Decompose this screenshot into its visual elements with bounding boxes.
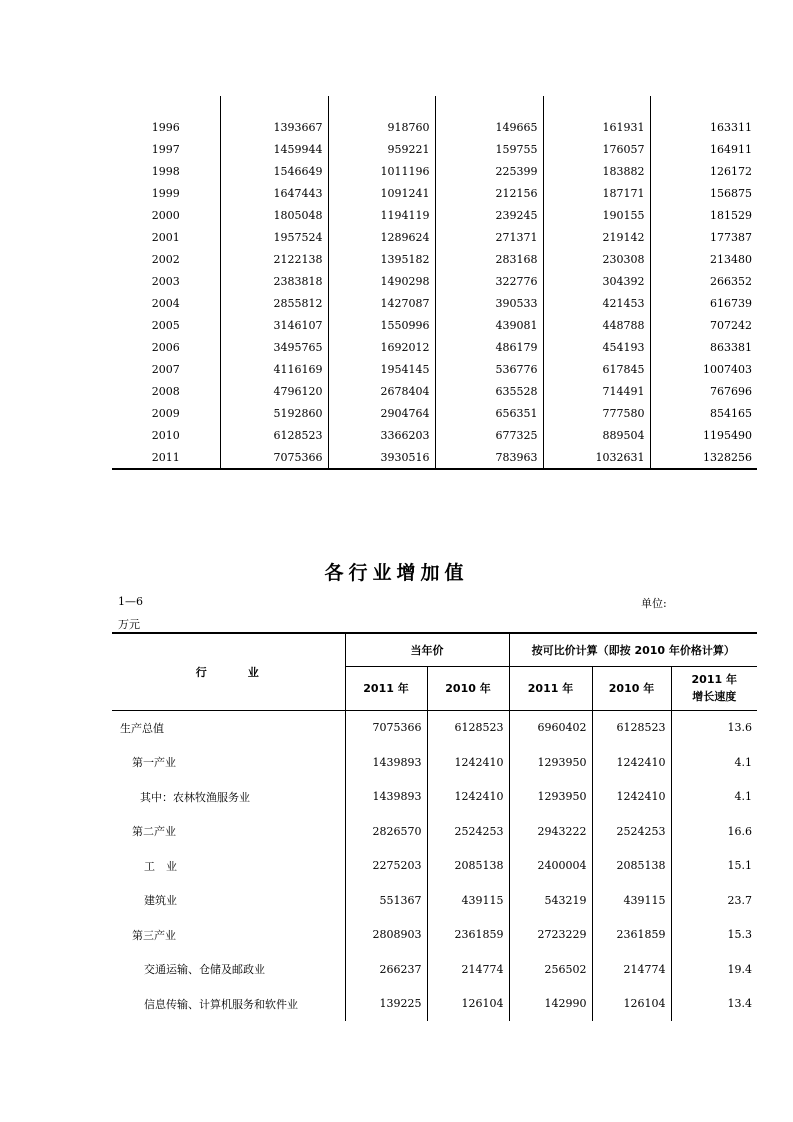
value-cell: 6128523 — [220, 424, 328, 446]
value-cell: 448788 — [543, 314, 650, 336]
value-cell-cmp2011: 1293950 — [509, 780, 592, 815]
value-cell-cmp2010: 214774 — [592, 952, 671, 987]
unit-label: 单位: — [641, 597, 667, 610]
value-cell-cur2010: 439115 — [427, 883, 509, 918]
value-cell: 889504 — [543, 424, 650, 446]
year-cell: 2000 — [151, 208, 180, 222]
value-cell-cmp2010: 1242410 — [592, 745, 671, 780]
table-row — [112, 883, 757, 918]
value-cell: 239245 — [435, 204, 543, 226]
header-current-price: 当年价 — [345, 633, 509, 666]
value-cell: 5192860 — [220, 402, 328, 424]
value-cell-cmp2011: 2400004 — [509, 849, 592, 884]
value-cell: 1427087 — [328, 292, 435, 314]
header-growth-line2: 增长速度 — [692, 690, 737, 703]
value-cell: 212156 — [435, 182, 543, 204]
industry-label: 第二产业 — [132, 825, 176, 839]
value-cell-cur2011: 2275203 — [345, 849, 427, 884]
value-cell-cmp2010: 126104 — [592, 987, 671, 1022]
value-cell: 1805048 — [220, 204, 328, 226]
table-row — [112, 780, 757, 815]
year-cell: 1996 — [151, 120, 180, 134]
year-cell: 2011 — [112, 446, 220, 469]
header-comparable-2010: 2010 年 — [592, 666, 671, 710]
industry-label: 信息传输、计算机服务和软件业 — [144, 997, 298, 1011]
value-cell: 1490298 — [328, 270, 435, 292]
value-cell-cmp2011: 2723229 — [509, 918, 592, 953]
value-cell-cur2011: 1439893 — [345, 745, 427, 780]
value-cell: 156875 — [650, 182, 757, 204]
value-cell-cmp2011: 2943222 — [509, 814, 592, 849]
value-cell: 176057 — [543, 138, 650, 160]
table-row — [112, 446, 757, 469]
value-cell: 1647443 — [220, 182, 328, 204]
value-cell: 1550996 — [328, 314, 435, 336]
header-industry: 行 业 — [112, 633, 345, 710]
value-cell: 283168 — [435, 248, 543, 270]
industry-label: 第一产业 — [132, 756, 176, 770]
value-cell-growth: 15.3 — [671, 918, 757, 953]
value-cell: 439081 — [435, 314, 543, 336]
header-current-2010: 2010 年 — [427, 666, 509, 710]
value-cell: 454193 — [543, 336, 650, 358]
value-cell: 190155 — [543, 204, 650, 226]
table-row — [112, 138, 757, 160]
value-cell: 1194119 — [328, 204, 435, 226]
value-cell: 1007403 — [650, 358, 757, 380]
year-cell: 2005 — [151, 318, 180, 332]
table-row — [112, 314, 757, 336]
table-row — [112, 952, 757, 987]
unit-value: 万元 — [118, 618, 140, 631]
value-cell: 181529 — [650, 204, 757, 226]
section-title: 各行业增加值 — [324, 562, 469, 584]
year-cell: 2001 — [151, 230, 180, 244]
year-cell: 2009 — [151, 406, 180, 420]
value-cell-cur2011: 551367 — [345, 883, 427, 918]
table-row — [112, 270, 757, 292]
value-cell-cur2010: 214774 — [427, 952, 509, 987]
value-cell-cmp2011: 6960402 — [509, 710, 592, 745]
value-cell: 163311 — [650, 116, 757, 138]
value-cell-cur2011: 266237 — [345, 952, 427, 987]
value-cell-cmp2011: 1293950 — [509, 745, 592, 780]
value-cell: 159755 — [435, 138, 543, 160]
value-cell: 777580 — [543, 402, 650, 424]
table-row — [112, 248, 757, 270]
value-cell: 783963 — [435, 446, 543, 469]
value-cell: 1195490 — [650, 424, 757, 446]
value-cell: 767696 — [650, 380, 757, 402]
value-cell-cur2010: 1242410 — [427, 780, 509, 815]
value-cell: 322776 — [435, 270, 543, 292]
year-cell: 1997 — [151, 142, 180, 156]
industry-label: 生产总值 — [120, 721, 164, 735]
value-cell-cmp2010: 2361859 — [592, 918, 671, 953]
value-cell: 1395182 — [328, 248, 435, 270]
header-growth-rate — [671, 666, 757, 710]
value-cell: 1289624 — [328, 226, 435, 248]
year-cell: 2002 — [151, 252, 180, 266]
value-cell-cur2011: 1439893 — [345, 780, 427, 815]
year-cell: 1998 — [151, 164, 180, 178]
table-row — [112, 424, 757, 446]
table-row — [112, 336, 757, 358]
value-cell: 1328256 — [650, 446, 757, 469]
value-cell: 7075366 — [220, 446, 328, 469]
value-cell: 183882 — [543, 160, 650, 182]
value-cell-cmp2010: 2524253 — [592, 814, 671, 849]
value-cell-cur2011: 2808903 — [345, 918, 427, 953]
value-cell: 2678404 — [328, 380, 435, 402]
value-cell: 3146107 — [220, 314, 328, 336]
value-cell: 3495765 — [220, 336, 328, 358]
industry-label: 其中：农林牧渔服务业 — [140, 790, 250, 804]
industry-label: 第三产业 — [132, 928, 176, 942]
value-cell: 161931 — [543, 116, 650, 138]
value-cell: 1459944 — [220, 138, 328, 160]
value-cell: 959221 — [328, 138, 435, 160]
table-number: 1—6 — [118, 595, 143, 608]
value-cell-cur2010: 2524253 — [427, 814, 509, 849]
value-cell: 219142 — [543, 226, 650, 248]
value-cell: 225399 — [435, 160, 543, 182]
table-row — [112, 710, 757, 745]
value-cell-growth: 15.1 — [671, 849, 757, 884]
value-cell: 1393667 — [220, 116, 328, 138]
value-cell: 230308 — [543, 248, 650, 270]
industry-label: 交通运输、仓储及邮政业 — [144, 963, 265, 977]
value-cell: 1032631 — [543, 446, 650, 469]
table-row — [112, 918, 757, 953]
value-cell: 4796120 — [220, 380, 328, 402]
value-cell: 617845 — [543, 358, 650, 380]
value-cell: 1546649 — [220, 160, 328, 182]
table-row — [112, 380, 757, 402]
value-cell-cmp2011: 256502 — [509, 952, 592, 987]
value-cell-cmp2011: 142990 — [509, 987, 592, 1022]
value-cell: 390533 — [435, 292, 543, 314]
header-comparable-2011: 2011 年 — [509, 666, 592, 710]
value-cell: 677325 — [435, 424, 543, 446]
header-growth-line1: 2011 年 — [691, 673, 737, 686]
value-cell: 656351 — [435, 402, 543, 424]
value-cell: 3366203 — [328, 424, 435, 446]
value-cell: 635528 — [435, 380, 543, 402]
value-cell: 1011196 — [328, 160, 435, 182]
value-cell: 177387 — [650, 226, 757, 248]
table-row — [112, 160, 757, 182]
year-cell: 2006 — [151, 340, 180, 354]
value-cell: 266352 — [650, 270, 757, 292]
value-cell: 616739 — [650, 292, 757, 314]
value-cell: 2383818 — [220, 270, 328, 292]
table-row — [112, 987, 757, 1022]
value-cell: 2855812 — [220, 292, 328, 314]
value-cell: 271371 — [435, 226, 543, 248]
value-cell: 164911 — [650, 138, 757, 160]
year-cell: 2010 — [151, 428, 180, 442]
value-cell-cmp2010: 1242410 — [592, 780, 671, 815]
value-cell: 918760 — [328, 116, 435, 138]
value-cell-cur2010: 2361859 — [427, 918, 509, 953]
value-cell: 1954145 — [328, 358, 435, 380]
value-cell-growth: 16.6 — [671, 814, 757, 849]
value-cell: 4116169 — [220, 358, 328, 380]
value-cell-cur2011: 2826570 — [345, 814, 427, 849]
header-current-2011: 2011 年 — [345, 666, 427, 710]
value-cell-growth: 23.7 — [671, 883, 757, 918]
value-cell: 2904764 — [328, 402, 435, 424]
table-row — [112, 814, 757, 849]
table-row — [112, 182, 757, 204]
header-comparable-price: 按可比价计算（即按 2010 年价格计算） — [509, 633, 757, 666]
value-cell: 536776 — [435, 358, 543, 380]
year-cell: 1999 — [151, 186, 180, 200]
table-row — [112, 358, 757, 380]
value-cell: 854165 — [650, 402, 757, 424]
year-cell: 2004 — [151, 296, 180, 310]
industry-label: 建筑业 — [144, 894, 177, 908]
value-cell-cur2010: 6128523 — [427, 710, 509, 745]
value-cell: 3930516 — [328, 446, 435, 469]
value-cell-growth: 13.6 — [671, 710, 757, 745]
table-row — [112, 292, 757, 314]
value-cell-cmp2010: 439115 — [592, 883, 671, 918]
value-cell: 2122138 — [220, 248, 328, 270]
value-cell-cur2010: 2085138 — [427, 849, 509, 884]
value-cell: 1091241 — [328, 182, 435, 204]
value-cell: 707242 — [650, 314, 757, 336]
value-cell-growth: 13.4 — [671, 987, 757, 1022]
value-cell: 421453 — [543, 292, 650, 314]
annual-table-continued — [112, 96, 757, 470]
year-cell: 2007 — [151, 362, 180, 376]
value-cell-cmp2010: 6128523 — [592, 710, 671, 745]
value-cell-cmp2011: 543219 — [509, 883, 592, 918]
value-cell: 213480 — [650, 248, 757, 270]
table-top-spacer — [112, 96, 757, 116]
year-cell: 2008 — [151, 384, 180, 398]
value-cell-cur2010: 1242410 — [427, 745, 509, 780]
year-cell: 2003 — [151, 274, 180, 288]
value-cell: 1692012 — [328, 336, 435, 358]
industry-label: 工 业 — [144, 859, 177, 873]
table-row — [112, 745, 757, 780]
value-cell-growth: 4.1 — [671, 745, 757, 780]
table-row — [112, 849, 757, 884]
value-cell-cur2011: 139225 — [345, 987, 427, 1022]
table-row — [112, 116, 757, 138]
value-cell-growth: 19.4 — [671, 952, 757, 987]
value-cell-growth: 4.1 — [671, 780, 757, 815]
value-cell: 149665 — [435, 116, 543, 138]
value-cell: 486179 — [435, 336, 543, 358]
value-cell: 304392 — [543, 270, 650, 292]
table-row — [112, 204, 757, 226]
value-cell: 1957524 — [220, 226, 328, 248]
table-row — [112, 402, 757, 424]
value-cell-cmp2010: 2085138 — [592, 849, 671, 884]
value-cell: 714491 — [543, 380, 650, 402]
industry-value-added-table — [112, 632, 757, 1021]
value-cell-cur2010: 126104 — [427, 987, 509, 1022]
value-cell-cur2011: 7075366 — [345, 710, 427, 745]
value-cell: 187171 — [543, 182, 650, 204]
table-row — [112, 226, 757, 248]
value-cell: 863381 — [650, 336, 757, 358]
value-cell: 126172 — [650, 160, 757, 182]
